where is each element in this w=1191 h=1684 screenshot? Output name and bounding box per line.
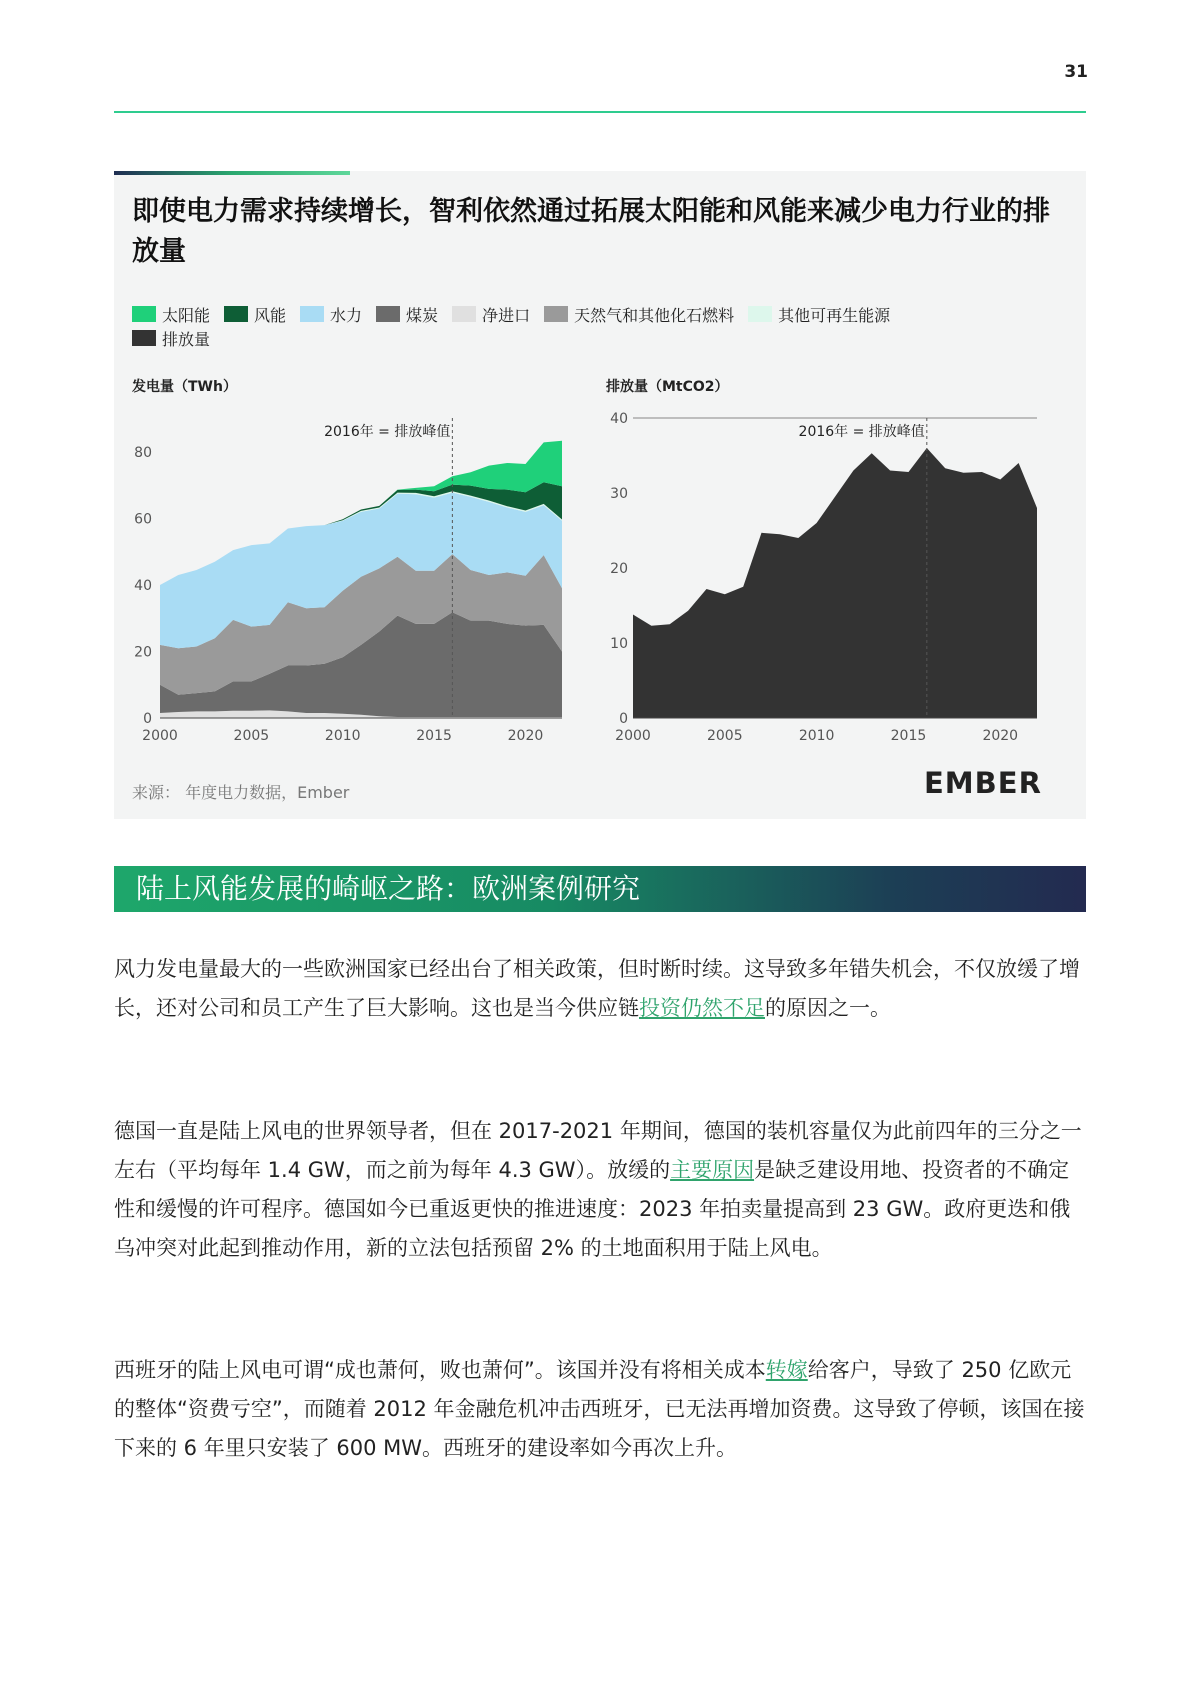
legend-swatch (452, 306, 476, 322)
x-tick-label: 2005 (706, 728, 743, 744)
legend-label: 排放量 (162, 329, 211, 349)
y-tick-label: 40 (610, 411, 628, 427)
paragraph-2 (114, 1112, 1086, 1268)
section-title: 陆上风能发展的崎岖之路：欧洲案例研究 (136, 872, 641, 905)
legend-swatch (132, 306, 156, 322)
chart-legend (132, 302, 1072, 350)
emissions-area-chart (590, 400, 1070, 745)
legend-item (376, 302, 438, 326)
legend-label: 天然气和其他化石燃料 (574, 305, 735, 325)
right-axis-title: 排放量（MtCO2） (606, 379, 729, 395)
legend-label: 风能 (254, 305, 287, 325)
link-investment-insufficient[interactable]: 投资仍然不足 (639, 996, 765, 1020)
peak-annotation: 2016年 = 排放峰值 (324, 424, 451, 440)
page-number: 31 (1064, 62, 1088, 82)
legend-swatch (544, 306, 568, 322)
x-tick-label: 2000 (615, 728, 651, 744)
ember-logo: EMBER (924, 766, 1042, 800)
y-tick-label: 30 (610, 486, 628, 502)
legend-item (300, 302, 362, 326)
legend-item (452, 302, 530, 326)
link-main-reason[interactable]: 主要原因 (670, 1158, 755, 1182)
legend-swatch (376, 306, 400, 322)
x-tick-label: 2015 (890, 728, 927, 744)
legend-item (544, 302, 734, 326)
x-tick-label: 2010 (798, 728, 835, 744)
legend-item (132, 302, 210, 326)
legend-label: 净进口 (482, 305, 531, 325)
x-tick-label: 2020 (507, 728, 544, 744)
legend-item (748, 302, 890, 326)
legend-swatch (132, 330, 156, 346)
x-tick-label: 2010 (324, 728, 361, 744)
peak-annotation: 2016年 = 排放峰值 (798, 424, 925, 440)
paragraph-3 (114, 1351, 1086, 1468)
legend-item (224, 302, 286, 326)
x-tick-label: 2015 (416, 728, 452, 744)
y-tick-label: 20 (610, 561, 628, 577)
legend-item (132, 326, 210, 350)
legend-label: 其他可再生能源 (778, 305, 891, 325)
generation-area-chart (114, 400, 584, 745)
legend-label: 煤炭 (406, 305, 439, 325)
legend-swatch (224, 306, 248, 322)
y-tick-label: 60 (134, 511, 152, 528)
y-tick-label: 40 (134, 578, 152, 594)
y-tick-label: 20 (134, 644, 152, 661)
legend-label: 水力 (330, 305, 363, 325)
figure-accent-bar (114, 171, 350, 175)
paragraph-2-text-end: 是缺乏建设用地、投资者的不确定性和缓慢的许可程序。德国如今已重返更快的推进速度：2023 年拍卖量提高到 23 GW。政府更迭和俄乌冲突对此起到推动作用，新的立法包括预留 2% 的土地面积用于陆上风电。 (114, 1158, 1071, 1260)
x-tick-label: 2000 (142, 728, 178, 744)
legend-label: 太阳能 (162, 305, 211, 325)
paragraph-3-text-end: 给客户，导致了 250 亿欧元的整体“资费亏空”，而随着 2012 年金融危机冲击西班牙，已无法再增加资费。这导致了停顿，该国在接下来的 6 年里只安装了 600 MW。西班牙的建设率如今再次上升。 (114, 1358, 1085, 1460)
legend-swatch (300, 306, 324, 322)
paragraph-1 (114, 950, 1086, 1028)
paragraph-3-text: 西班牙的陆上风电可谓“成也萧何，败也萧何”。该国并没有将相关成本 (114, 1358, 766, 1382)
y-tick-label: 0 (143, 711, 152, 727)
area-series-1 (633, 448, 1037, 718)
link-pass-on[interactable]: 转嫁 (765, 1358, 808, 1382)
paragraph-1-text-end: 的原因之一。 (765, 996, 891, 1020)
y-tick-label: 0 (619, 711, 628, 727)
figure-title: 即使电力需求持续增长，智利依然通过拓展太阳能和风能来减少电力行业的排放量 (132, 196, 1050, 267)
figure-source: 来源： 年度电力数据，Ember (132, 783, 350, 802)
header-divider (114, 111, 1086, 113)
y-tick-label: 10 (610, 636, 628, 652)
paragraph-2-text: 德国一直是陆上风电的世界领导者，但在 2017-2021 年期间，德国的装机容量仅为此前四年的三分之一左右（平均每年 1.4 GW，而之前为每年 4.3 GW）。放缓的 (114, 1119, 1082, 1182)
paragraph-1-text: 风力发电量最大的一些欧洲国家已经出台了相关政策，但时断时续。这导致多年错失机会，不仅放缓了增长，还对公司和员工产生了巨大影响。这也是当今供应链 (114, 957, 1080, 1020)
x-tick-label: 2005 (233, 728, 270, 744)
x-tick-label: 2020 (982, 728, 1019, 744)
left-axis-title: 发电量（TWh） (132, 379, 237, 395)
legend-swatch (748, 306, 772, 322)
y-tick-label: 80 (134, 445, 152, 461)
